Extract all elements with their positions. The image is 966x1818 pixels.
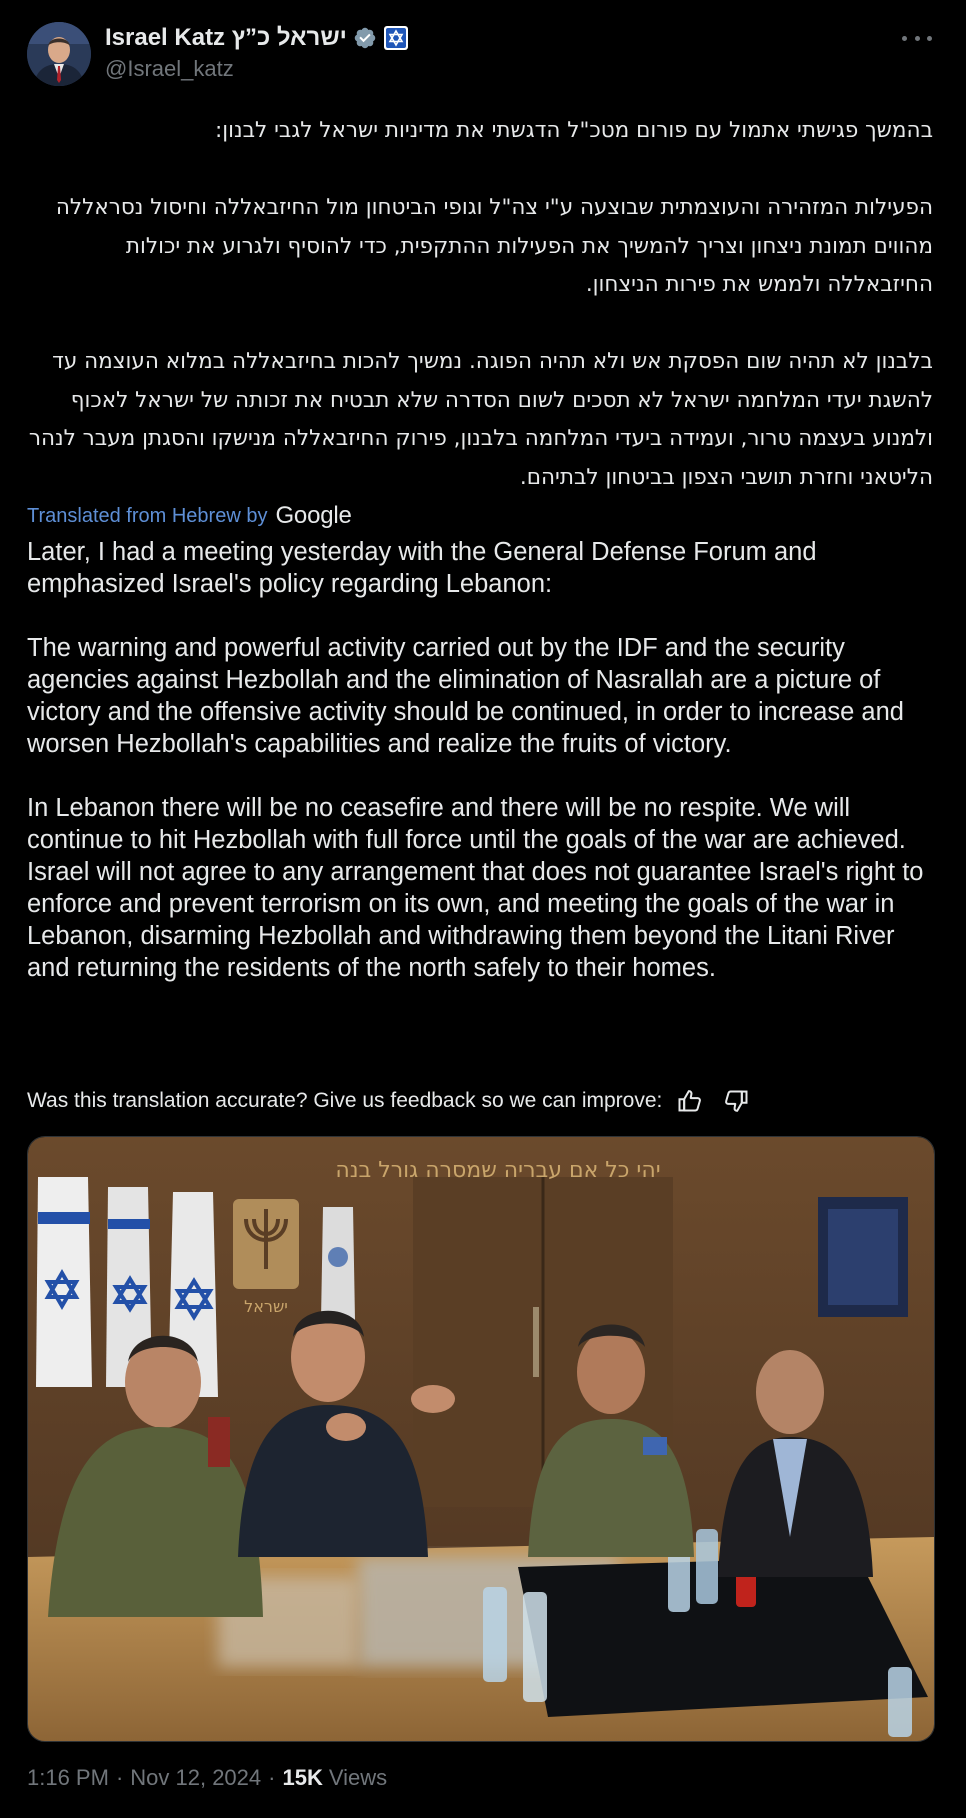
translated-label: Translated from Hebrew by [27,504,268,527]
original-text [27,112,933,497]
tweet-time[interactable]: 1:16 PM [27,1765,109,1790]
thumbs-down-icon[interactable] [722,1087,750,1115]
avatar[interactable] [27,22,91,86]
tweet-meta [27,1765,387,1791]
thumbs-up-icon[interactable] [676,1087,704,1115]
name-row [105,22,409,54]
meta-separator: · [115,1765,124,1790]
tweet-date[interactable]: Nov 12, 2024 [130,1765,262,1790]
views-label: Views [328,1765,388,1790]
english-paragraph: Later, I had a meeting yesterday with the General Defense Forum and emphasized Israel's policy regarding Lebanon: [27,538,817,598]
google-logo: Google [275,502,352,529]
tweet-photo[interactable] [27,1136,935,1742]
english-paragraph: The warning and powerful activity carried out by the IDF and the security agencies against Hezbollah and the elimination of Nasrallah are a picture of victory and the offensive activity should be continued, in order to increase and worsen Hezbollah's capabilities and realize the fruits of victory. [27,634,904,758]
handle[interactable]: @Israel_katz [105,56,234,81]
english-paragraph: In Lebanon there will be no ceasefire and there will be no respite. We will continue to hit Hezbollah with full force until the goals of the war are achieved. Israel will not agree to any arrangement that does not guarantee Israel's right to enforce and prevent terrorism on its own, and meeting the goals of the war in Lebanon, disarming Hezbollah and withdrawing them beyond the Litani River and returning the residents of the north safely to their homes. [27,794,924,982]
feedback-prompt: Was this translation accurate? Give us feedback so we can improve: [27,1089,663,1112]
views-count[interactable]: 15K [282,1765,323,1790]
display-name[interactable]: Israel Katz ישראל כ”ץ [105,24,347,51]
translation-attribution[interactable] [27,500,352,532]
translation-feedback [27,1085,750,1117]
meta-separator: · [268,1765,276,1790]
more-dots-icon[interactable] [902,26,932,50]
verified-badge-icon[interactable] [353,26,377,50]
hebrew-paragraph: בהמשך פגישתי אתמול עם פורום מטכ"ל הדגשתי את מדיניות ישראל לגבי לבנון: [215,118,933,143]
author-block [105,22,409,82]
dot [915,36,920,41]
photo-emblem-text: ישראל [244,1297,288,1316]
translated-text [27,536,942,984]
hebrew-paragraph: הפעילות המזהירה והעוצמתית שבוצעה ע"י צה"ל וגופי הביטחון מול החיזבאללה וחיסול נסראללה מהווים תמונת ניצחון וצריך להמשיך את הפעילות ההתקפית, כדי להוסיף ולגרוע את יכולות החיזבאללה ולממש את פירות הניצחון. [55,195,933,297]
hebrew-paragraph: בלבנון לא תהיה שום הפסקת אש ולא תהיה הפוגה. נמשיך להכות בחיזבאללה במלוא העוצמה עד להשגת יעדי המלחמה ישראל לא תסכים לשום הסדרה שלא תבטיח את זכותה של ישראל לאכוף ולמנוע בעצמה טרור, ועמידה ביעדי המלחמה בלבנון, פירוק החיזבאללה מנישקו והסגתן מעבר לנהר הליטאני וחזרת תושבי הצפון בביטחון לבתיהם. [28,349,933,490]
photo-wall-inscription: יהי כל אם עבריה שמסרה גורל בנה [335,1158,661,1183]
affiliation-badge-icon[interactable] [383,25,409,51]
dot [902,36,907,41]
dot [927,36,932,41]
